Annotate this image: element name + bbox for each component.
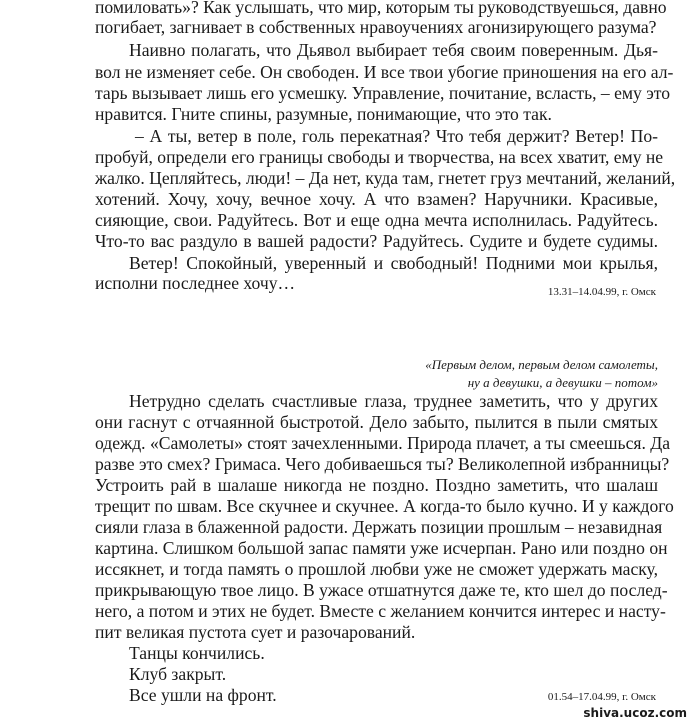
epigraph-line: «Первым делом, первым делом самолеты, (425, 357, 658, 372)
text-line: погибает, загнивает в собственных нравоучениях агонизирующего разума? (95, 17, 657, 37)
text-line: одежд. «Самолеты» стоят зачехленными. Природа плачет, а ты смеешься. Да (95, 433, 671, 453)
text-line: – А ты, ветер в поле, голь перекатная? Что тебя держит? Ветер! По- (135, 126, 658, 146)
text-line: вол не изменяет себе. Он свободен. И все твои убогие приношения на его ал- (95, 62, 674, 82)
text-line: Нетрудно сделать счастливые глаза, труднее заметить, что у других (129, 391, 658, 411)
text-line: разве это смех? Гримаса. Чего добиваешься ты? Великолепной избранницы? (95, 454, 670, 474)
text-line: они гаснут с отчаянной быстротой. Дело забыто, пылится в пыли смятых (95, 412, 658, 432)
text-line: нравится. Гните спины, разумные, понимающие, что это так. (95, 104, 552, 124)
text-line: трещит по швам. Все скучнее и скучнее. А когда-то было кучно. И у каждого (95, 496, 674, 516)
text-line: пит великая пустота сует и разочарований. (95, 622, 416, 642)
text-line: исполни последнее хочу… (95, 273, 296, 293)
text-line: тарь вызывает лишь его усмешку. Управление, почитание, всласть, – ему это (95, 83, 671, 103)
text-line: помиловать»? Как услышать, что мир, которым ты руководствуешься, давно (95, 0, 667, 17)
text-line: пробуй, определи его границы свободы и творчества, на всех хватит, ему не (95, 147, 664, 167)
text-line: Наивно полагать, что Дьявол выбирает тебя своим поверенным. Дья- (129, 40, 658, 60)
text-line: Устроить рай в шалаше никогда не поздно. Поздно заметить, что шалаш (95, 475, 658, 495)
text-line: Все ушли на фронт. (129, 685, 277, 705)
epigraph-line: ну а девушки, а девушки – потом» (467, 375, 658, 390)
date-signature: 13.31–14.04.99, г. Омск (547, 286, 656, 298)
text-line: прикрывающую твое лицо. В ужасе отшатнутся даже те, кто шел до послед- (95, 580, 668, 600)
text-line: жалко. Цепляйтесь, люди! – Да нет, куда там, гнетет груз мечтаний, желаний, (95, 168, 676, 188)
watermark: shiva.ucoz.com (580, 705, 690, 721)
text-line: картина. Слишком большой запас памяти уже исчерпан. Рано или поздно он (95, 538, 668, 558)
text-line: Танцы кончились. (129, 643, 265, 663)
text-line: сияли глаза в блаженной радости. Держать позиции прошлым – незавидная (95, 517, 663, 537)
text-line: иссякнет, и тогда память о прошлой любви уже не сможет удержать маску, (95, 559, 658, 579)
text-line: Что-то вас раздуло в вашей радости? Радуйтесь. Судите и будете судимы. (95, 231, 658, 251)
date-signature: 01.54–17.04.99, г. Омск (547, 691, 656, 703)
text-line: сияющие, свои. Радуйтесь. Вот и еще одна мечта исполнилась. Радуйтесь. (95, 210, 658, 230)
text-line: Ветер! Спокойный, уверенный и свободный! Подними мои крылья, (129, 253, 658, 273)
text-line: него, а потом и этих не будет. Вместе с желанием кончится интерес и насту- (95, 601, 666, 621)
text-line: хотений. Хочу, хочу, вечное хочу. А что взамен? Наручники. Красивые, (95, 189, 658, 209)
text-line: Клуб закрыт. (129, 664, 227, 684)
